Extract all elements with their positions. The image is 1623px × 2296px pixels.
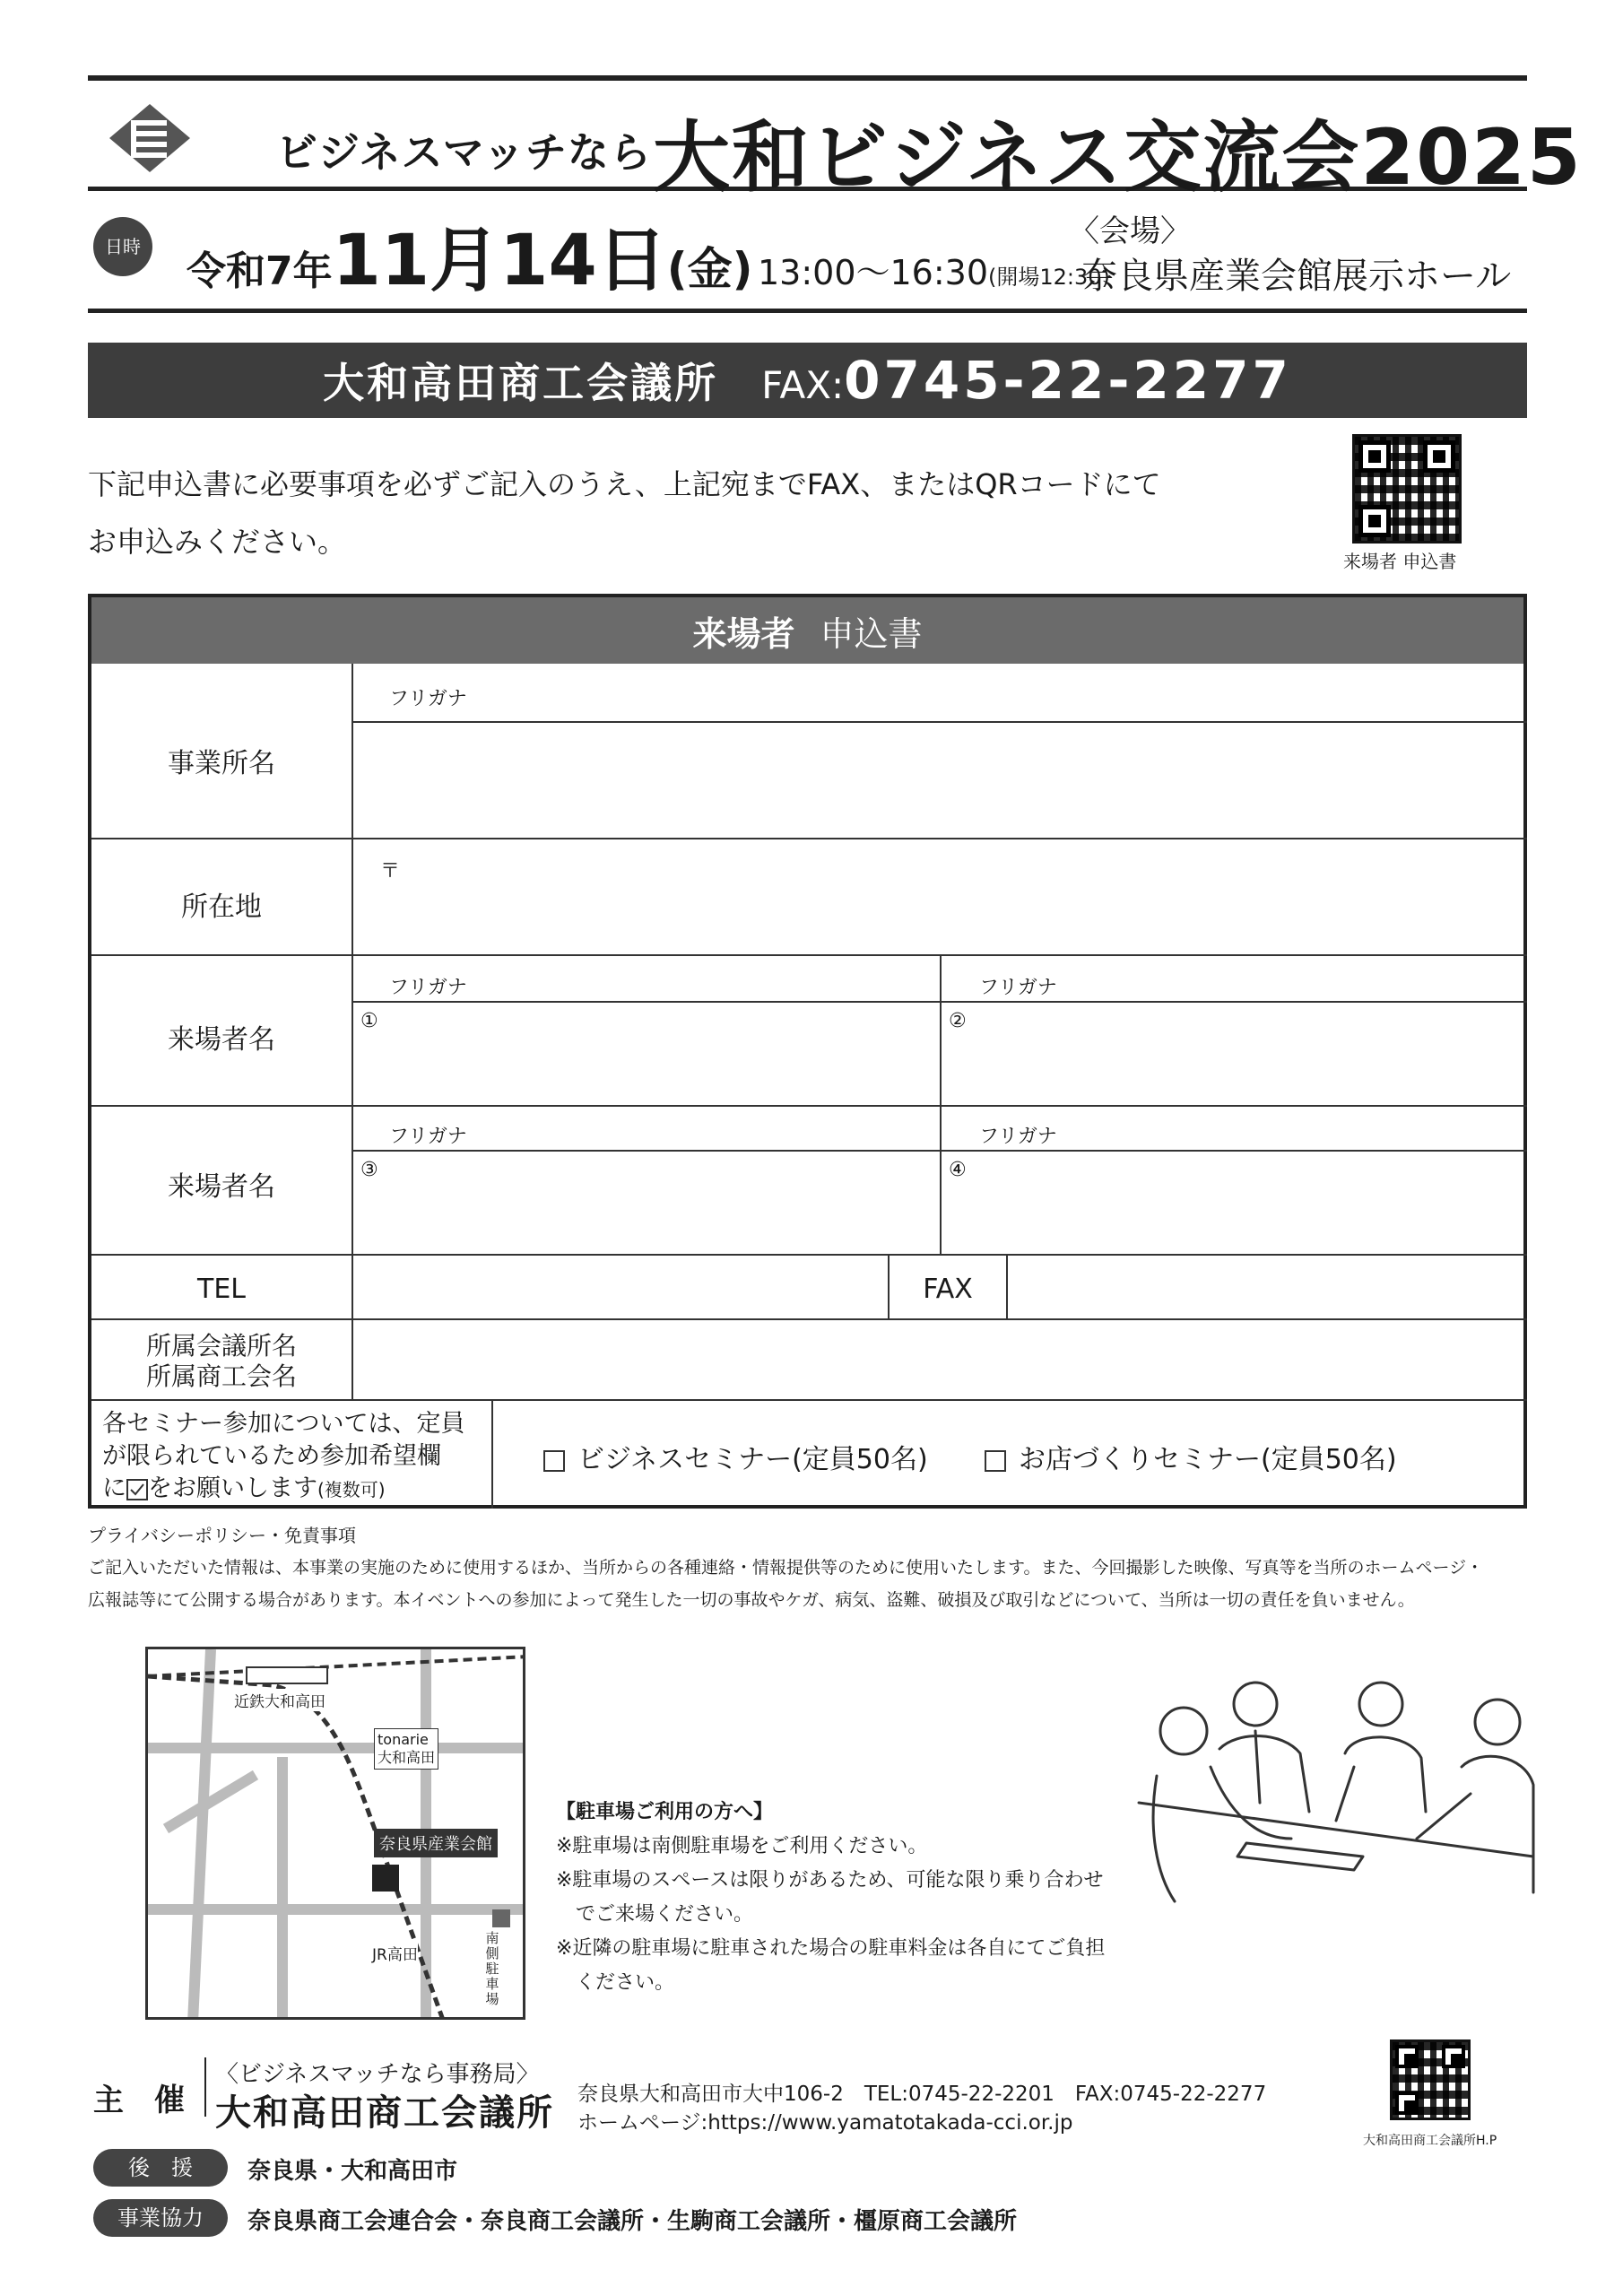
- qr-code-homepage[interactable]: [1390, 2039, 1471, 2120]
- parking-note-2b: でご来場ください。: [576, 1903, 754, 1926]
- form-title-bold: 来場者: [692, 613, 795, 654]
- affiliation-label-1: 所属会議所名: [145, 1331, 297, 1361]
- visitor-1-input[interactable]: [353, 1003, 938, 1103]
- parking-title: 【駐車場ご利用の方へ】: [556, 1801, 774, 1823]
- business-name-label: 事業所名: [168, 748, 275, 779]
- month-day: 11月14日: [332, 221, 667, 301]
- host-label: 主 催: [93, 2083, 185, 2118]
- intro-line-2: お申込みください。: [88, 525, 347, 559]
- visitor-2-input[interactable]: [942, 1003, 1524, 1103]
- seminar-note-1: 各セミナー参加については、定員: [102, 1410, 465, 1438]
- map-parking-1: 南: [485, 1930, 499, 1946]
- furigana-label: フリガナ: [979, 1126, 1057, 1148]
- seminar-shop-option[interactable]: [985, 1437, 1397, 1476]
- event-title: 大和ビジネス交流会2025: [653, 113, 1583, 203]
- intro-line-1: 下記申込書に必要事項を必ずご記入のうえ、上記宛までFAX、またはQRコードにて: [88, 467, 1161, 501]
- map-venue-label: 奈良県産業会館: [374, 1829, 498, 1857]
- business-name-input[interactable]: [353, 723, 1523, 836]
- form-header: [91, 597, 1523, 664]
- open-time: (開場12:30): [988, 265, 1110, 290]
- fax-label: FAX:: [761, 363, 845, 407]
- visitor-4-input[interactable]: [942, 1152, 1524, 1252]
- application-form: [88, 594, 1527, 1509]
- address-label: 所在地: [181, 891, 262, 923]
- qr-code-form[interactable]: [1352, 434, 1462, 544]
- fax-bar-number: [761, 350, 1292, 411]
- date-badge: 日時: [93, 217, 152, 276]
- qr-homepage-caption: 大和高田商工会議所H.P: [1363, 2134, 1497, 2148]
- row-line: [91, 1105, 1527, 1107]
- visitor-name-label: 来場者名: [168, 1024, 275, 1056]
- tel-input[interactable]: [353, 1256, 886, 1317]
- fax-label: FAX: [923, 1274, 973, 1305]
- meeting-illustration: [1121, 1668, 1542, 1910]
- map-tonarie-1: tonarie: [378, 1731, 429, 1748]
- affiliation-label: [91, 1331, 352, 1392]
- fax-bar-org: 大和高田商工会議所: [323, 359, 719, 407]
- fax-bar: [88, 343, 1527, 418]
- title-row: [88, 86, 1583, 203]
- seminar-note: [102, 1408, 464, 1506]
- support-label: 後 援: [93, 2149, 228, 2187]
- weekday: (金): [666, 243, 753, 295]
- policy-line-1: ご記入いただいた情報は、本事業の実施のために使用するほか、当所からの各種連絡・情報提供等のために使用いたします。また、今回撮影した映像、写真等を当所のホームページ・: [88, 1558, 1484, 1578]
- seminar-business-label: ビジネスセミナー(定員50名): [577, 1444, 928, 1475]
- parking-note-3a: ※近隣の駐車場に駐車された場合の駐車料金は各自にてご負担: [556, 1937, 1106, 1960]
- parking-note-3b: ください。: [576, 1971, 675, 1994]
- map-kintetsu-station: 近鉄大和高田: [234, 1689, 325, 1711]
- qr-finder: [1423, 440, 1455, 473]
- era: 令和7年: [187, 248, 333, 294]
- visitor-number-1: ①: [360, 1010, 378, 1032]
- qr-finder: [1358, 440, 1391, 473]
- map-parking-2: 側: [485, 1945, 499, 1961]
- seminar-note-3: [102, 1473, 464, 1506]
- event-date: [187, 204, 1110, 305]
- visitor-number-2: ②: [949, 1010, 967, 1032]
- host-divider: [204, 2057, 206, 2117]
- host-name: 大和高田商工会議所: [215, 2092, 554, 2134]
- parking-note-2a: ※駐車場のスペースは限りがあるため、可能な限り乗り合わせ: [556, 1869, 1104, 1892]
- top-rule: [88, 75, 1527, 81]
- map-tonarie: [374, 1728, 438, 1770]
- intro-text: [88, 456, 1325, 570]
- seminar-shop-label: お店づくりセミナー(定員50名): [1019, 1444, 1397, 1475]
- seminar-business-option[interactable]: [543, 1437, 928, 1476]
- affiliation-label-2: 所属商工会名: [145, 1361, 297, 1391]
- qr-finder: [1395, 2092, 1419, 2115]
- furigana-label: フリガナ: [389, 1126, 467, 1148]
- map-jr-station: JR高田: [372, 1942, 418, 1964]
- policy-line-2: 広報誌等にて公開する場合があります。本イベントへの参加によって発生した一切の事故やケガ、病気、盗難、破損及び取引などについて、当所は一切の責任を負いません。: [88, 1590, 1415, 1610]
- qr-finder: [1358, 505, 1391, 537]
- parking-notes: [556, 1796, 1105, 2000]
- tel-label: TEL: [197, 1274, 246, 1305]
- date-bottom-rule: [88, 309, 1527, 313]
- business-name-furigana-input[interactable]: [353, 665, 1523, 719]
- qr-finder: [1395, 2045, 1419, 2068]
- row-line: [91, 1399, 1527, 1401]
- tagline: ビジネスマッチなら: [276, 128, 652, 177]
- coop-label: 事業協力: [93, 2199, 228, 2237]
- venue-label: 〈会場〉: [1069, 213, 1191, 249]
- coop-text: 奈良県商工会連合会・奈良商工会議所・生駒商工会議所・橿原商工会議所: [247, 2208, 1018, 2235]
- access-map: [145, 1647, 525, 2020]
- map-parking-5: 場: [485, 1991, 499, 2007]
- venue-name: 奈良県産業会館展示ホール: [1081, 256, 1512, 297]
- logo-icon: [109, 104, 190, 172]
- checked-box-icon: [126, 1479, 148, 1500]
- seminar-note-3a: に: [102, 1474, 126, 1502]
- seminar-shop-checkbox[interactable]: [985, 1450, 1006, 1472]
- privacy-policy: [88, 1519, 1532, 1616]
- seminar-note-3b: をお願いします: [148, 1474, 317, 1502]
- postal-mark: 〒: [380, 860, 401, 883]
- fax-number: 0745-22-2277: [844, 350, 1292, 411]
- col-line: [491, 1399, 493, 1509]
- affiliation-input[interactable]: [353, 1320, 1523, 1397]
- furigana-label: フリガナ: [979, 977, 1057, 999]
- host-address: 奈良県大和高田市大中106-2 TEL:0745-22-2201 FAX:0745-22-2277: [577, 2083, 1267, 2106]
- host-sub: 〈ビジネスマッチなら事務局〉: [215, 2061, 540, 2088]
- row-line: [91, 954, 1527, 956]
- visitor-name-label: 来場者名: [168, 1171, 275, 1203]
- parking-note-1: ※駐車場は南側駐車場をご利用ください。: [556, 1835, 928, 1857]
- seminar-note-3c: (複数可): [317, 1479, 386, 1500]
- fax-input[interactable]: [1008, 1256, 1524, 1317]
- map-parking-4: 車: [485, 1976, 499, 1992]
- furigana-label: フリガナ: [389, 977, 467, 999]
- seminar-note-2: が限られているため参加希望欄: [102, 1442, 441, 1470]
- map-tonarie-2: 大和高田: [378, 1749, 436, 1766]
- map-parking-label: [476, 1931, 508, 2007]
- support-text: 奈良県・大和高田市: [247, 2158, 458, 2185]
- host-homepage[interactable]: ホームページ:https://www.yamatotakada-cci.or.jp: [577, 2111, 1073, 2135]
- visitor-3-input[interactable]: [353, 1152, 938, 1252]
- form-title: 申込書: [820, 613, 923, 654]
- visitor-number-3: ③: [360, 1159, 378, 1181]
- address-input[interactable]: [353, 839, 1523, 952]
- qr-form-caption: 来場者 申込書: [1343, 551, 1457, 572]
- policy-title: プライバシーポリシー・免責事項: [88, 1525, 356, 1546]
- furigana-label: フリガナ: [389, 688, 467, 710]
- visitor-number-4: ④: [949, 1159, 967, 1181]
- event-time: 13:00〜16:30: [758, 253, 989, 292]
- seminar-business-checkbox[interactable]: [543, 1450, 565, 1472]
- map-parking-3: 駐: [485, 1961, 499, 1977]
- qr-finder: [1442, 2045, 1465, 2068]
